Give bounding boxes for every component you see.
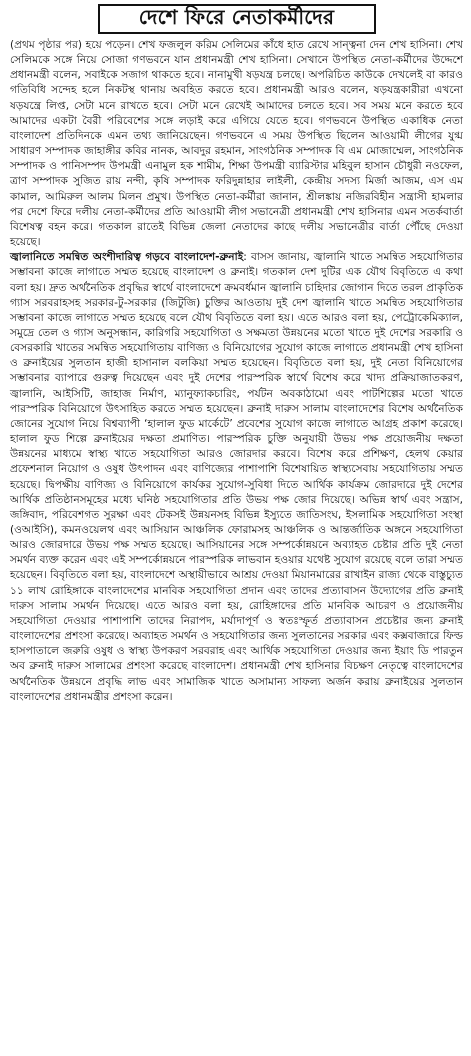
- article-body: [10, 38, 463, 705]
- paragraph-continued: [10, 38, 463, 250]
- sub-heading: জ্বালানিতে সমন্বিত অংশীদারিত্ব গড়বে বাংলাদেশ-ব্রুনাই: [10, 251, 244, 264]
- paragraph-continued-text: হয়ে পড়েন। শেখ ফজলুল করিম সেলিমের কাঁধে হাত রেখে সান্ত্বনা দেন শেখ হাসিনা। শেখ সেলিমকে সঙ্গে নিয়ে সোজা গণভবনে যান প্রধানমন্ত্রী শেখ হাসিনা। সেখানে উপস্থিত নেতা-কর্মীদের উদ্দেশে প্রধানমন্ত্রী বলেন, সবাইকে সজাগ থাকতে হবে। নানামুখী ষড়যন্ত্র চলছে। অপরিচিত কাউকে দেখলেই বা কারও গতিবিধি সন্দেহ হলে নিকটস্থ থানায় অবহিত করতে হবে। প্রধানমন্ত্রী আরও বলেন, ষড়যন্ত্রকারীরা এখনো ষড়যন্ত্রে লিপ্ত, সেটা মনে রাখতে হবে। সেটা মনে রেখেই আমাদের চলতে হবে। সব সময় মনে করতে হবে আমাদের একটা বৈরী পরিবেশের সঙ্গে লড়াই করে এগিয়ে যেতে হবে। গণভবনে উপস্থিত একাধিক নেতা বাংলাদেশ প্রতিদিনকে এমন তথ্য জানিয়েছেন। গণভবনে এ সময় উপস্থিত ছিলেন আওয়ামী লীগের যুগ্ম সাধারণ সম্পাদক জাহাঙ্গীর কবির নানক, আবদুর রহমান, সাংগঠনিক সম্পাদক বি এম মোজাম্মেল, সাংগঠনিক সম্পাদক ও পানিসম্পদ উপমন্ত্রী এনামুল হক শামীম, শিক্ষা উপমন্ত্রী ব্যারিস্টার মহিবুল হাসান চৌধুরী নওফেল, ত্রাণ সম্পাদক সুজিত রায় নন্দী, কৃষি সম্পাদক ফরিদুন্নাহার লাইলী, কেন্দ্রীয় সদস্য মির্জা আজম, এস এম কামাল, আমিরুল আলম মিলন প্রমুখ। উপস্থিত নেতা-কর্মীরা জানান, শ্রীলঙ্কায় নজিরবিহীন সন্ত্রাসী হামলার পর দেশে ফিরে দলীয় নেতা-কর্মীদের প্রতি আওয়ামী লীগ সভানেত্রী প্রধানমন্ত্রী শেখ হাসিনার এমন সতর্কবার্তা বিশেষত্ব বহন করে। গতকাল রাতেই বিভিন্ন জেলা নেতাদের কাছে দলীয় সভানেত্রীর বার্তা পৌঁছে দেওয়া হয়েছে।: [10, 39, 463, 249]
- headline-box: [98, 4, 376, 34]
- headline: দেশে ফিরে নেতাকর্মীদের: [138, 4, 335, 29]
- paragraph-brunei: [10, 250, 463, 705]
- paragraph-brunei-text: : বাসস জানায়, জ্বালানি খাতে সমন্বিত সহযোগিতার সম্ভাবনা কাজে লাগাতে সম্মত হয়েছে বাংলাদেশ ও ব্রুনাই। গতকাল দেশ দুটির এক যৌথ বিবৃতিতে এ কথা বলা হয়। দ্রুত অর্থনৈতিক প্রবৃদ্ধির স্বার্থে বাংলাদেশে ক্রমবর্ধমান জ্বালানি চাহিদার জোগান দিতে তরল প্রাকৃতিক গ্যাস সরবরাহসহ সরকার-টু-সরকার (জিটুজি) চুক্তির আওতায় দুই দেশ জ্বালানি খাতে সমন্বিত সহযোগিতার সম্ভাবনা কাজে লাগাতে সম্মত হয়েছে বলে যৌথ বিবৃতিতে বলা হয়। এতে আরও বলা হয়, পেট্রোকেমিক্যাল, সমুদ্রে তেল ও গ্যাস অনুসন্ধান, কারিগরি সহযোগিতা ও সক্ষমতা উন্নয়নের মতো খাতে দুই দেশের সরকারি ও বেসরকারি খাতের সমন্বিত সহযোগিতায় বাণিজ্য ও বিনিয়োগের সুযোগ কাজে লাগাতে প্রধানমন্ত্রী শেখ হাসিনা ও ব্রুনাইয়ের সুলতান হাজী হাসানাল বলকিয়া সম্মত হয়েছেন। বিবৃতিতে বলা হয়, দুই নেতা বিনিয়োগের সম্ভাবনার ব্যাপারে গুরুত্ব দিয়েছেন এবং দুই দেশের পারস্পরিক স্বার্থে বিশেষ করে খাদ্য প্রক্রিয়াজাতকরণ, জ্বালানি, আইসিটি, জাহাজ নির্মাণ, ম্যানুফ্যাকচারিং, পর্যটন অবকাঠামো এবং পাটশিল্পের মতো খাতে পারস্পরিক বিনিয়োগে উৎসাহিত করতে সম্মত হয়েছেন। ব্রুনাই দারুস সালাম বাংলাদেশের বিশেষ অর্থনৈতিক জোনের সুযোগ নিয়ে বিশ্বব্যাপী ‘হালাল ফুড মার্কেটে’ প্রবেশের সুযোগ কাজে লাগাতে আগ্রহ প্রকাশ করেছে। হালাল ফুড শিল্পে ব্রুনাইয়ের দক্ষতা প্রমাণিত। পারস্পরিক চুক্তি অনুযায়ী উভয় পক্ষ প্রয়োজনীয় দক্ষতা উন্নয়নের মাধ্যমে স্বাস্থ্য খাতে সহযোগিতা আরও জোরদার করবে। বিশেষ করে প্রশিক্ষণ, হেলথ কেয়ার প্রফেশনাল নিয়োগ ও ওষুধ উৎপাদন এবং বাণিজ্যের পাশাপাশি বিশেষায়িত স্বাস্থ্যসেবায় সহযোগিতায় সম্মত হয়েছে। দ্বিপক্ষীয় বাণিজ্য ও বিনিয়োগে কার্যকর সুযোগ-সুবিধা দিতে আর্থিক কার্যক্রম জোরদারে দুই দেশের আর্থিক প্রতিষ্ঠানসমূহের মধ্যে ঘনিষ্ঠ সহযোগিতার প্রতি উভয় পক্ষ জোর দিয়েছে। অভিন্ন স্বার্থ এবং সন্ত্রাস, জঙ্গিবাদ, পরিবেশগত সুরক্ষা এবং টেকসই উন্নয়নসহ বিভিন্ন ইস্যুতে জাতিসংঘ, ইসলামিক সহযোগিতা সংস্থা (ওআইসি), কমনওয়েলথ এবং আসিয়ান আঞ্চলিক ফোরামসহ আঞ্চলিক ও আন্তর্জাতিক অঙ্গনে সহযোগিতা আরও জোরদারে উভয় পক্ষ সম্মত হয়েছে। আসিয়ানের সঙ্গে সম্পর্কোন্নয়নে অব্যাহত চেষ্টার প্রতি দুই নেতা সমর্থন ব্যক্ত করেন এবং এই সম্পর্কোন্নয়নে পারস্পরিক লাভবান হওয়ার যথেষ্ট সুযোগ রয়েছে বলে তারা সম্মত হয়েছেন। বিবৃতিতে বলা হয়, বাংলাদেশে অস্থায়ীভাবে আশ্রয় দেওয়া মিয়ানমারের রাখাইন রাজ্য থেকে বাস্তুচ্যুত ১১ লাখ রোহিঙ্গাকে বাংলাদেশের মানবিক সহযোগিতা প্রদান এবং তাদের প্রত্যাবাসন উদ্যোগের প্রতি ব্রুনাই দারুস সালাম সমর্থন দিয়েছে। এতে আরও বলা হয়, রোহিঙ্গাদের প্রতি মানবিক আচরণ ও প্রয়োজনীয় সহযোগিতা দেওয়ার পাশাপাশি তাদের নিরাপদ, মর্যাদাপূর্ণ ও স্বতঃস্ফূর্ত প্রত্যাবাসন প্রচেষ্টার জন্য ব্রুনাই বাংলাদেশের প্রশংসা করেছে। অব্যাহত সমর্থন ও সহযোগিতার জন্য সুলতানের সরকার এবং কক্সবাজারে ফিল্ড হাসপাতালে জরুরি ওষুধ ও স্বাস্থ্য উপকরণ সরবরাহ এবং আর্থিক সহযোগিতা দেওয়ার জন্য ইয়াং ডি পারতুন অব ব্রুনাই দারুস সালামের প্রশংসা করেছে বাংলাদেশ। প্রধানমন্ত্রী শেখ হাসিনার বিচক্ষণ নেতৃত্বে বাংলাদেশের অর্থনৈতিক উন্নয়নে প্রবৃদ্ধি লাভ এবং সামাজিক খাতে অসামান্য সাফল্য অর্জন করায় ব্রুনাইয়ের সুলতান বাংলাদেশের প্রধানমন্ত্রীর প্রশংসা করেন।: [10, 251, 464, 703]
- continued-from-label: (প্রথম পৃষ্ঠার পর): [10, 39, 83, 51]
